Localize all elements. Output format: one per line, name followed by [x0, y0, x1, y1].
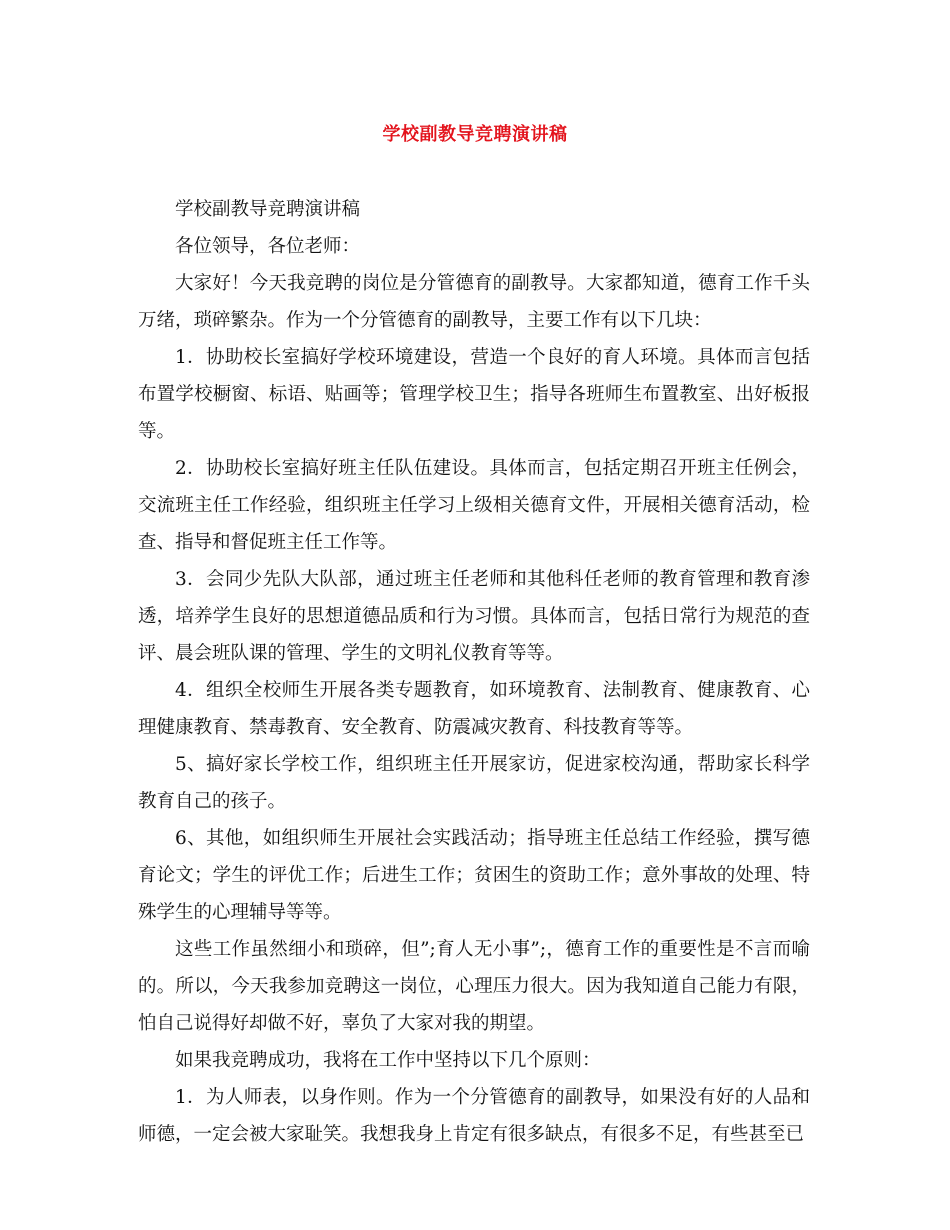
body-paragraph: 这些工作虽然细小和琐碎，但”;育人无小事”;，德育工作的重要性是不言而喻的。所以，今天我参加竞聘这一岗位，心理压力很大。因为我知道自己能力有限，怕自己说得好却做不好，辜负了大家对我的期望。: [138, 939, 810, 1034]
body-paragraph: 2．协助校长室搞好班主任队伍建设。具体而言，包括定期召开班主任例会，交流班主任工作经验，组织班主任学习上级相关德育文件，开展相关德育活动，检查、指导和督促班主任工作等。: [138, 458, 810, 553]
body-paragraph: 6、其他，如组织师生开展社会实践活动；指导班主任总结工作经验，撰写德育论文；学生的评优工作；后进生工作；贫困生的资助工作；意外事故的处理、特殊学生的心理辅导等等。: [138, 828, 810, 923]
body-paragraph: 3．会同少先队大队部，通过班主任老师和其他科任老师的教育管理和教育渗透，培养学生良好的思想道德品质和行为习惯。具体而言，包括日常行为规范的查评、晨会班队课的管理、学生的文明礼仪教育等等。: [138, 569, 810, 664]
body-paragraph: 学校副教导竞聘演讲稿: [175, 199, 361, 220]
body-paragraph: 1．协助校长室搞好学校环境建设，营造一个良好的育人环境。具体而言包括布置学校橱窗、标语、贴画等；管理学校卫生；指导各班师生布置教室、出好板报等。: [138, 347, 810, 442]
body-paragraph: 各位领导，各位老师：: [175, 236, 361, 257]
document-body: [138, 191, 810, 1153]
body-paragraph: 1．为人师表，以身作则。作为一个分管德育的副教导，如果没有好的人品和师德，一定会被大家耻笑。我想我身上肯定有很多缺点，有很多不足，有些甚至已: [138, 1087, 810, 1145]
body-paragraph: 4．组织全校师生开展各类专题教育，如环境教育、法制教育、健康教育、心理健康教育、禁毒教育、安全教育、防震减灾教育、科技教育等等。: [138, 680, 810, 738]
body-paragraph: 大家好！今天我竞聘的岗位是分管德育的副教导。大家都知道，德育工作千头万绪，琐碎繁杂。作为一个分管德育的副教导，主要工作有以下几块：: [138, 273, 810, 331]
body-paragraph: 如果我竞聘成功，我将在工作中坚持以下几个原则：: [175, 1050, 601, 1071]
document-title: 学校副教导竞聘演讲稿: [382, 124, 568, 145]
body-paragraph: 5、搞好家长学校工作，组织班主任开展家访，促进家校沟通，帮助家长科学教育自己的孩子。: [138, 754, 810, 812]
